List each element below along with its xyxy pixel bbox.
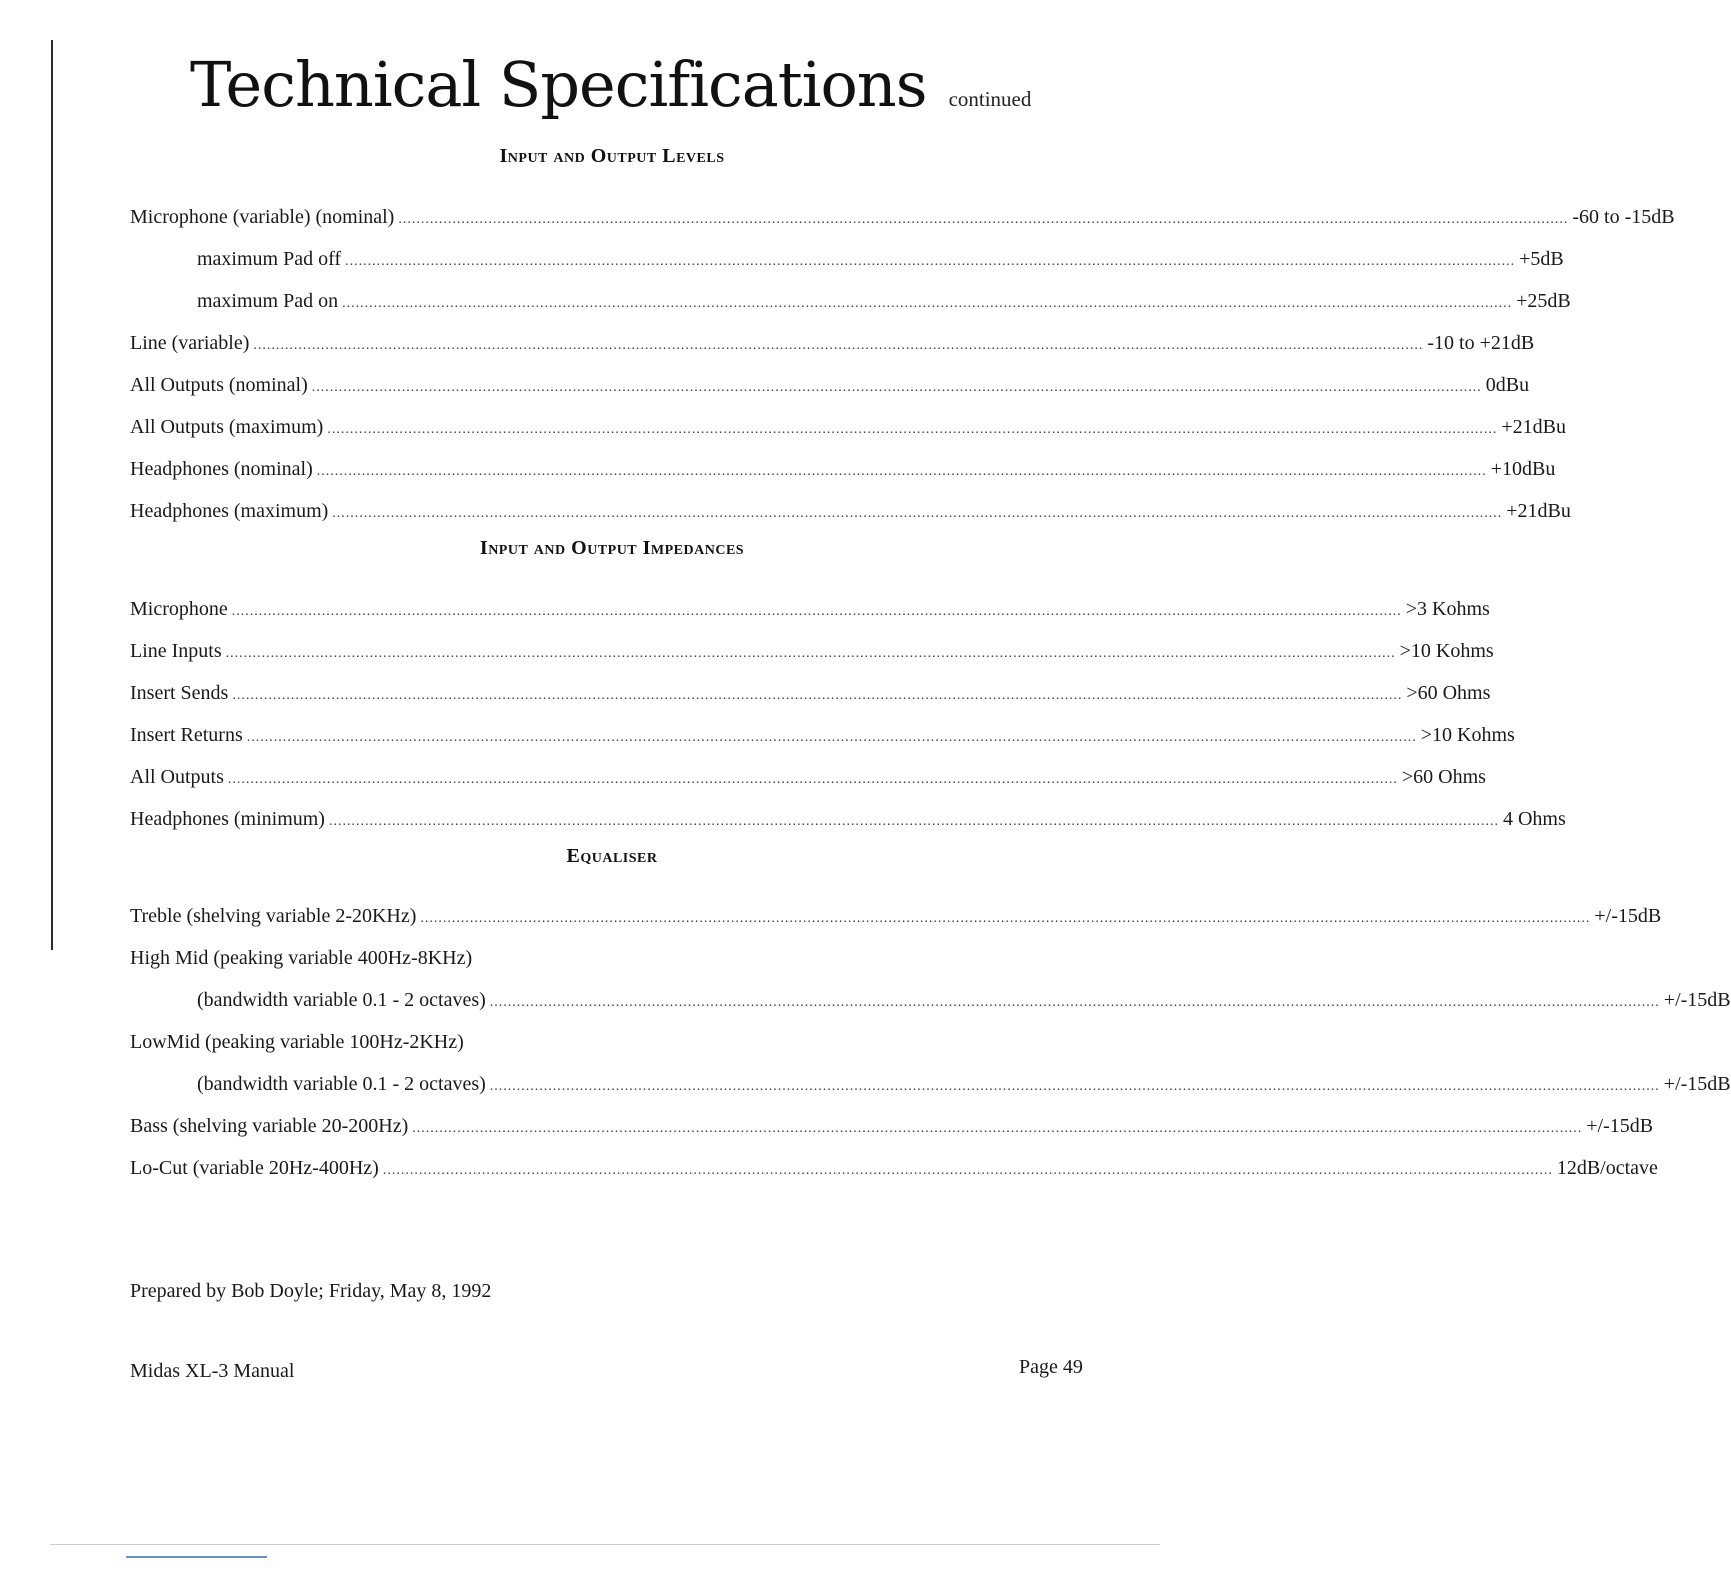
spec-row: [130, 454, 1556, 484]
spec-value: >3 Kohms: [1405, 598, 1490, 620]
spec-value: +10dBu: [1490, 458, 1556, 480]
spec-value: 0dBu: [1485, 374, 1530, 396]
leader-dots: ....................................................................................................................................................................................................................................................................: [225, 646, 1396, 661]
spec-row: [130, 496, 1571, 526]
spec-label: Microphone (variable) (nominal): [130, 206, 395, 228]
spec-label: All Outputs: [130, 766, 224, 788]
spec-row: [130, 370, 1530, 400]
spec-value: +/-15dB: [1586, 1115, 1654, 1137]
leader-dots: ....................................................................................................................................................................................................................................................................: [420, 911, 1591, 926]
leader-dots: ....................................................................................................................................................................................................................................................................: [311, 380, 1482, 395]
leader-dots: ....................................................................................................................................................................................................................................................................: [345, 254, 1516, 269]
spec-value: -10 to +21dB: [1427, 332, 1535, 354]
spec-row: [130, 636, 1494, 666]
spec-row: [197, 286, 1571, 316]
spec-value: +/-15dB: [1663, 989, 1731, 1011]
spec-label: Bass (shelving variable 20-200Hz): [130, 1115, 409, 1137]
leader-dots: ....................................................................................................................................................................................................................................................................: [246, 730, 1417, 745]
spec-label: Headphones (nominal): [130, 458, 313, 480]
spec-value: -60 to -15dB: [1572, 206, 1675, 228]
leader-dots: ....................................................................................................................................................................................................................................................................: [231, 604, 1402, 619]
leader-dots: ....................................................................................................................................................................................................................................................................: [327, 422, 1498, 437]
leader-dots: ....................................................................................................................................................................................................................................................................: [342, 296, 1513, 311]
spec-row: [130, 901, 1662, 931]
page-title-continued: continued: [948, 87, 1032, 111]
leader-dots: ....................................................................................................................................................................................................................................................................: [253, 338, 1424, 353]
spec-row: [130, 804, 1566, 834]
spec-row: [130, 678, 1491, 708]
spec-label: Lo-Cut (variable 20Hz-400Hz): [130, 1157, 379, 1179]
spec-value: >10 Kohms: [1399, 640, 1494, 662]
spec-row: [130, 328, 1535, 358]
leader-dots: ....................................................................................................................................................................................................................................................................: [316, 464, 1487, 479]
section-heading-levels: Input and Output Levels: [499, 145, 725, 167]
leader-dots: ....................................................................................................................................................................................................................................................................: [382, 1163, 1553, 1178]
footer-page-number: Page 49: [1019, 1356, 1083, 1378]
page-title-main: Technical Specifications: [190, 48, 927, 121]
page-title: [190, 48, 1031, 121]
spec-row: [130, 762, 1486, 792]
bottom-rule: [50, 1544, 1160, 1545]
spec-row-heading: [130, 943, 1087, 973]
leader-dots: ....................................................................................................................................................................................................................................................................: [232, 688, 1403, 703]
spec-label: All Outputs (maximum): [130, 416, 324, 438]
spec-label: Line (variable): [130, 332, 250, 354]
spec-row: [130, 594, 1490, 624]
spec-row: [130, 1111, 1654, 1141]
spec-value: +/-15dB: [1663, 1073, 1731, 1095]
leader-dots: ....................................................................................................................................................................................................................................................................: [398, 212, 1569, 227]
spec-label: Insert Returns: [130, 724, 243, 746]
spec-label: (bandwidth variable 0.1 - 2 octaves): [197, 989, 486, 1011]
spec-value: +5dB: [1519, 248, 1564, 270]
spec-value: +25dB: [1516, 290, 1571, 312]
spec-label: maximum Pad on: [197, 290, 339, 312]
spec-label: Microphone: [130, 598, 228, 620]
leader-dots: ....................................................................................................................................................................................................................................................................: [489, 995, 1660, 1010]
spec-row: [130, 720, 1515, 750]
section-heading-equaliser: Equaliser: [566, 845, 658, 867]
spec-value: +21dBu: [1501, 416, 1566, 438]
prepared-by-note: Prepared by Bob Doyle; Friday, May 8, 1992: [130, 1280, 492, 1302]
section-heading-impedances: Input and Output Impedances: [479, 537, 745, 559]
spec-label: Headphones (minimum): [130, 808, 325, 830]
leader-dots: ....................................................................................................................................................................................................................................................................: [332, 506, 1503, 521]
spec-label: maximum Pad off: [197, 248, 342, 270]
spec-label: LowMid (peaking variable 100Hz-2KHz): [130, 1031, 464, 1053]
spec-row: [197, 985, 1731, 1015]
spec-label: (bandwidth variable 0.1 - 2 octaves): [197, 1073, 486, 1095]
footer-manual-title: Midas XL-3 Manual: [130, 1360, 295, 1382]
leader-dots: ....................................................................................................................................................................................................................................................................: [412, 1121, 1583, 1136]
spec-label: High Mid (peaking variable 400Hz-8KHz): [130, 947, 473, 969]
spec-value: >60 Ohms: [1406, 682, 1491, 704]
leader-dots: ....................................................................................................................................................................................................................................................................: [328, 814, 1499, 829]
spec-row: [130, 202, 1675, 232]
spec-value: 4 Ohms: [1502, 808, 1566, 830]
spec-label: Insert Sends: [130, 682, 229, 704]
page-edge-line: [51, 40, 53, 950]
spec-value: +21dBu: [1506, 500, 1571, 522]
bottom-accent-line: [126, 1556, 267, 1558]
spec-row: [130, 412, 1566, 442]
spec-row: [130, 1153, 1658, 1183]
spec-value: 12dB/octave: [1556, 1157, 1658, 1179]
spec-row: [197, 244, 1564, 274]
leader-dots: ....................................................................................................................................................................................................................................................................: [489, 1079, 1660, 1094]
spec-value: +/-15dB: [1594, 905, 1662, 927]
spec-value: >10 Kohms: [1420, 724, 1515, 746]
spec-label: Treble (shelving variable 2-20KHz): [130, 905, 417, 927]
spec-value: >60 Ohms: [1401, 766, 1486, 788]
spec-row-heading: [130, 1027, 1087, 1057]
spec-row: [197, 1069, 1731, 1099]
spec-label: All Outputs (nominal): [130, 374, 308, 396]
spec-label: Headphones (maximum): [130, 500, 329, 522]
spec-label: Line Inputs: [130, 640, 222, 662]
leader-dots: ....................................................................................................................................................................................................................................................................: [227, 772, 1398, 787]
